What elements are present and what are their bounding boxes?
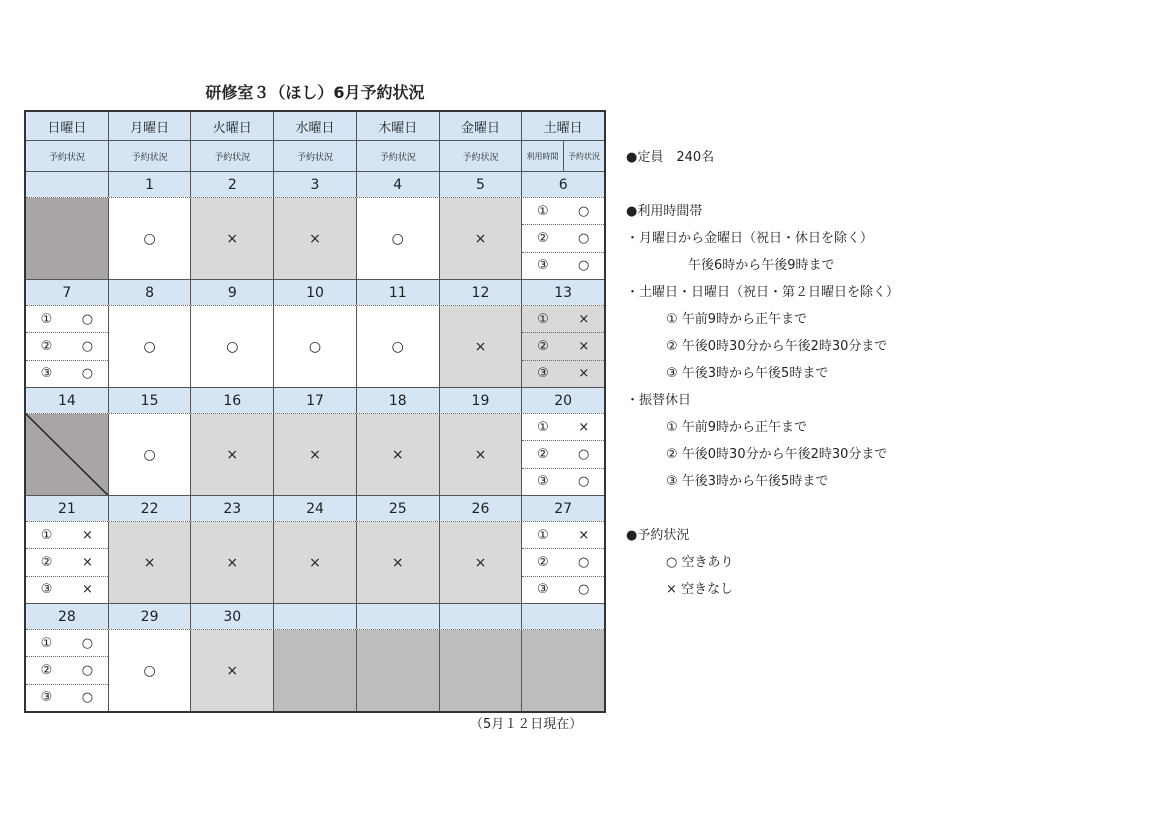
session-slot	[522, 441, 604, 468]
session-slot	[26, 577, 108, 603]
day-number: 28	[26, 604, 109, 629]
day-status-cell: ×	[191, 198, 274, 279]
day-number: 24	[274, 496, 357, 521]
session-status: ×	[578, 338, 590, 354]
day-number	[440, 604, 523, 629]
status-header-mon: 予約状況	[109, 141, 192, 171]
crossed-out-cell	[26, 414, 109, 495]
session-status: ○	[81, 311, 94, 327]
session-status-cell	[522, 414, 604, 495]
day-number-row	[26, 496, 604, 522]
session-status: ○	[578, 203, 590, 219]
sat-status-header: 予約状況	[567, 151, 600, 161]
weekend-slot-1: ① 午前9時から正午まで	[666, 312, 808, 327]
week-4	[26, 496, 604, 604]
day-number: 3	[274, 172, 357, 197]
session-number: ②	[536, 554, 549, 570]
empty-cell	[26, 198, 109, 279]
session-slot	[522, 333, 604, 360]
week-3	[26, 388, 604, 496]
week-5	[26, 604, 604, 711]
session-slot	[522, 361, 604, 387]
session-slot	[522, 253, 604, 279]
session-number: ②	[536, 446, 549, 462]
session-slot	[522, 469, 604, 495]
session-status-cell	[522, 198, 604, 279]
session-slot	[26, 361, 108, 387]
session-number: ①	[40, 527, 53, 543]
session-slot	[522, 414, 604, 441]
day-status-cell: ×	[440, 306, 523, 387]
day-number: 20	[522, 388, 604, 413]
holiday-title: ・振替休日	[626, 393, 692, 408]
session-slot	[522, 522, 604, 549]
day-status-cell: ×	[440, 522, 523, 603]
week-2	[26, 280, 604, 388]
day-number: 22	[109, 496, 192, 521]
session-number: ③	[536, 258, 549, 274]
weekend-slot-3: ③ 午後3時から午後5時まで	[666, 366, 829, 381]
day-status-cell: ×	[357, 522, 440, 603]
day-number: 10	[274, 280, 357, 305]
holiday-slot-1: ① 午前9時から正午まで	[666, 420, 808, 435]
session-slot	[522, 306, 604, 333]
session-status-cell	[522, 306, 604, 387]
page-title: 研修室３（ほし）6月予約状況	[205, 83, 425, 102]
session-status: ○	[81, 690, 94, 706]
day-status-cell: ○	[191, 306, 274, 387]
session-status: ×	[578, 311, 590, 327]
weekday-header-thu: 木曜日	[357, 112, 440, 140]
session-slot	[522, 577, 604, 603]
status-row	[26, 630, 604, 711]
day-number: 30	[191, 604, 274, 629]
day-number: 14	[26, 388, 109, 413]
session-slot	[522, 225, 604, 252]
day-status-cell: ×	[357, 414, 440, 495]
session-status: ×	[82, 554, 93, 570]
session-number: ③	[40, 366, 53, 382]
day-number: 1	[109, 172, 192, 197]
session-number: ①	[537, 419, 549, 435]
day-number: 19	[440, 388, 523, 413]
day-status-cell: ×	[191, 522, 274, 603]
empty-cell	[274, 630, 357, 711]
day-number: 18	[357, 388, 440, 413]
session-number: ③	[537, 366, 549, 382]
session-slot	[522, 198, 604, 225]
day-status-cell: ○	[357, 198, 440, 279]
hours-title: ●利用時間帯	[626, 204, 703, 219]
session-status-cell	[522, 522, 604, 603]
weekday-header-tue: 火曜日	[191, 112, 274, 140]
status-row	[26, 522, 604, 604]
weekday-header-row	[26, 112, 604, 141]
session-slot	[26, 522, 108, 549]
day-number: 9	[191, 280, 274, 305]
day-number: 15	[109, 388, 192, 413]
calendar-table	[24, 110, 606, 713]
session-number: ②	[40, 338, 53, 354]
status-legend-title: ●予約状況	[626, 528, 690, 543]
weekday-header-wed: 水曜日	[274, 112, 357, 140]
weekday-header-fri: 金曜日	[440, 112, 523, 140]
session-number: ③	[40, 690, 53, 706]
day-status-cell: ×	[109, 522, 192, 603]
holiday-slot-2: ② 午後0時30分から午後2時30分まで	[666, 447, 888, 462]
session-number: ①	[537, 311, 549, 327]
weekend-slot-2: ② 午後0時30分から午後2時30分まで	[666, 339, 888, 354]
session-slot	[26, 549, 108, 576]
day-number-row	[26, 388, 604, 414]
day-status-cell: ×	[191, 414, 274, 495]
status-full-legend: × 空きなし	[666, 582, 734, 597]
day-number: 2	[191, 172, 274, 197]
day-status-cell: ○	[357, 306, 440, 387]
session-slot	[522, 549, 604, 576]
session-number: ①	[537, 527, 549, 543]
day-number: 16	[191, 388, 274, 413]
capacity-text: ●定員 240名	[626, 150, 715, 165]
weekend-title: ・土曜日・日曜日（祝日・第２日曜日を除く）	[626, 285, 900, 300]
session-status: ○	[81, 366, 94, 382]
day-number-row	[26, 604, 604, 630]
day-number: 27	[522, 496, 604, 521]
session-slot	[26, 657, 108, 684]
session-status: ○	[578, 230, 590, 246]
session-status: ×	[578, 527, 590, 543]
session-status: ○	[81, 662, 94, 678]
weekday-title: ・月曜日から金曜日（祝日・休日を除く）	[626, 231, 874, 246]
session-status: ○	[578, 474, 590, 490]
day-number: 12	[440, 280, 523, 305]
status-available-legend: ○ 空きあり	[666, 555, 734, 570]
status-header-wed: 予約状況	[274, 141, 357, 171]
session-status: ○	[81, 635, 94, 651]
session-status: ×	[578, 419, 590, 435]
session-status: ○	[578, 582, 590, 598]
day-number: 25	[357, 496, 440, 521]
session-number: ③	[40, 582, 53, 598]
day-number-row	[26, 280, 604, 306]
session-number: ③	[536, 582, 549, 598]
day-number	[357, 604, 440, 629]
week-1	[26, 172, 604, 280]
day-number: 7	[26, 280, 109, 305]
session-slot	[26, 306, 108, 333]
day-number: 29	[109, 604, 192, 629]
day-status-cell: ×	[191, 630, 274, 711]
session-status: ○	[578, 258, 590, 274]
weekday-header-mon: 月曜日	[109, 112, 192, 140]
day-number: 5	[440, 172, 523, 197]
session-number: ②	[536, 230, 549, 246]
status-header-fri: 予約状況	[440, 141, 523, 171]
day-number: 26	[440, 496, 523, 521]
status-row	[26, 414, 604, 496]
empty-cell	[522, 630, 604, 711]
status-row	[26, 306, 604, 388]
session-number: ②	[537, 338, 549, 354]
day-status-cell: ×	[440, 198, 523, 279]
status-row	[26, 198, 604, 280]
status-header-tue: 予約状況	[191, 141, 274, 171]
as-of-date-note: （5月１２日現在）	[470, 717, 583, 732]
day-number: 13	[522, 280, 604, 305]
day-number: 17	[274, 388, 357, 413]
day-status-cell: ×	[274, 414, 357, 495]
day-status-cell: ×	[274, 522, 357, 603]
session-status: ×	[82, 582, 93, 598]
day-status-cell: ×	[274, 198, 357, 279]
session-number: ②	[40, 554, 53, 570]
status-header-row	[26, 141, 604, 172]
weekday-header-sun: 日曜日	[26, 112, 109, 140]
day-status-cell: ○	[109, 630, 192, 711]
weekday-time: 午後6時から午後9時まで	[688, 258, 835, 273]
status-header-thu: 予約状況	[357, 141, 440, 171]
session-number: ①	[536, 203, 549, 219]
day-number: 8	[109, 280, 192, 305]
day-number: 6	[522, 172, 604, 197]
day-status-cell: ○	[109, 198, 192, 279]
session-status-cell	[26, 522, 109, 603]
holiday-slot-3: ③ 午後3時から午後5時まで	[666, 474, 829, 489]
session-number: ①	[40, 311, 53, 327]
day-status-cell: ○	[109, 306, 192, 387]
session-status: ×	[82, 527, 93, 543]
weekday-header-sat: 土曜日	[522, 112, 604, 140]
session-status-cell	[26, 630, 109, 711]
session-slot	[26, 685, 108, 711]
session-status: ○	[81, 338, 94, 354]
session-slot	[26, 630, 108, 657]
calendar-weeks	[26, 172, 604, 711]
session-number: ②	[40, 662, 53, 678]
status-header-sun: 予約状況	[26, 141, 109, 171]
day-number	[522, 604, 604, 629]
empty-cell	[357, 630, 440, 711]
diagonal-line-icon	[26, 414, 108, 495]
day-status-cell: ○	[109, 414, 192, 495]
status-header-sat	[522, 141, 604, 171]
empty-cell	[440, 630, 523, 711]
day-number-row	[26, 172, 604, 198]
day-status-cell: ×	[440, 414, 523, 495]
session-slot	[26, 333, 108, 360]
day-number	[274, 604, 357, 629]
day-number: 21	[26, 496, 109, 521]
day-number: 4	[357, 172, 440, 197]
day-number: 23	[191, 496, 274, 521]
sat-time-header: 利用時間	[522, 141, 563, 171]
day-number: 11	[357, 280, 440, 305]
session-status-cell	[26, 306, 109, 387]
session-status: ○	[578, 446, 590, 462]
session-status: ×	[578, 366, 590, 382]
day-status-cell: ○	[274, 306, 357, 387]
session-number: ③	[536, 474, 549, 490]
session-number: ①	[40, 635, 53, 651]
day-number	[26, 172, 109, 197]
session-status: ○	[578, 554, 590, 570]
